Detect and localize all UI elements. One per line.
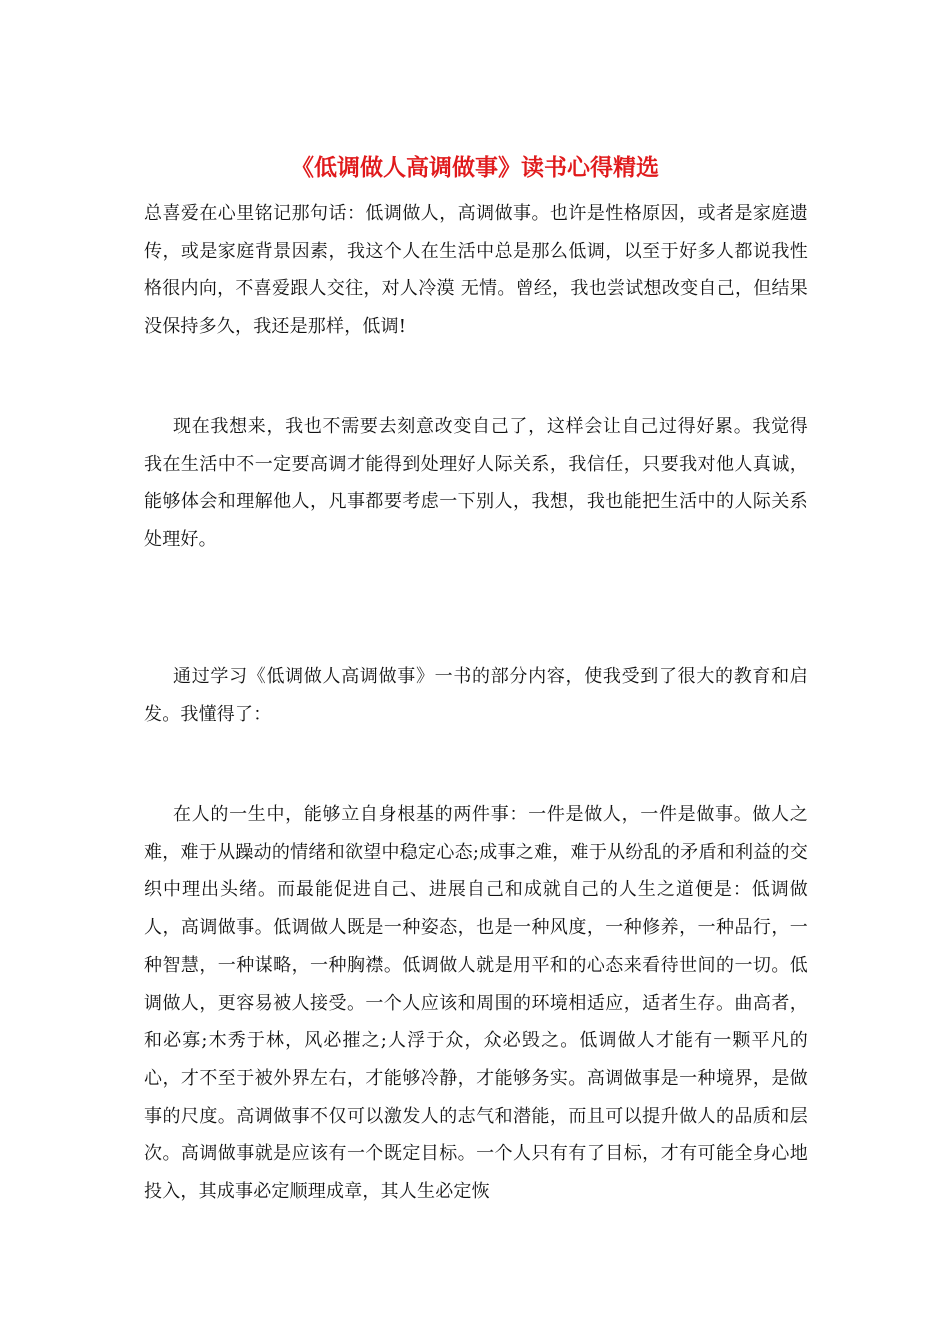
paragraph-4: 在人的一生中，能够立自身根基的两件事：一件是做人，一件是做事。做人之难，难于从躁动的情绪和欲望中稳定心态;成事之难，难于从纷乱的矛盾和利益的交织中理出头绪。而最能促进自己、进展自己和成就自己的人生之道便是：低调做人，高调做事。低调做人既是一种姿态，也是一种风度，一种修养，一种品行，一种智慧，一种谋略，一种胸襟。低调做人就是用平和的心态来看待世间的一切。低调做人，更容易被人接受。一个人应该和周围的环境相适应，适者生存。曲高者，和必寡;木秀于林，风必摧之;人浮于众，众必毁之。低调做人才能有一颗平凡的心，才不至于被外界左右，才能够冷静，才能够务实。高调做事是一种境界，是做事的尺度。高调做事不仅可以激发人的志气和潜能，而且可以提升做人的品质和层次。高调做事就是应该有一个既定目标。一个人只有有了目标，才有可能全身心地投入，其成事必定顺理成章，其人生必定恢 [144,804,808,1203]
paragraph-3: 通过学习《低调做人高调做事》一书的部分内容，使我受到了很大的教育和启发。我懂得了： [144,666,808,725]
paragraph-2: 现在我想来，我也不需要去刻意改变自己了，这样会让自己过得好累。我觉得我在生活中不一定要高调才能得到处理好人际关系，我信任，只要我对他人真诚，能够体会和理解他人，凡事都要考虑一下别人，我想，我也能把生活中的人际关系处理好。 [144,416,808,551]
document-title: 《低调做人高调做事》读书心得精选 [291,154,659,181]
paragraph-1: 总喜爱在心里铭记那句话：低调做人，高调做事。也许是性格原因，或者是家庭遗传，或是家庭背景因素，我这个人在生活中总是那么低调，以至于好多人都说我性格很内向，不喜爱跟人交往，对人冷漠 无情。曾经，我也尝试想改变自己，但结果没保持多久，我还是那样，低调! [144,203,808,338]
